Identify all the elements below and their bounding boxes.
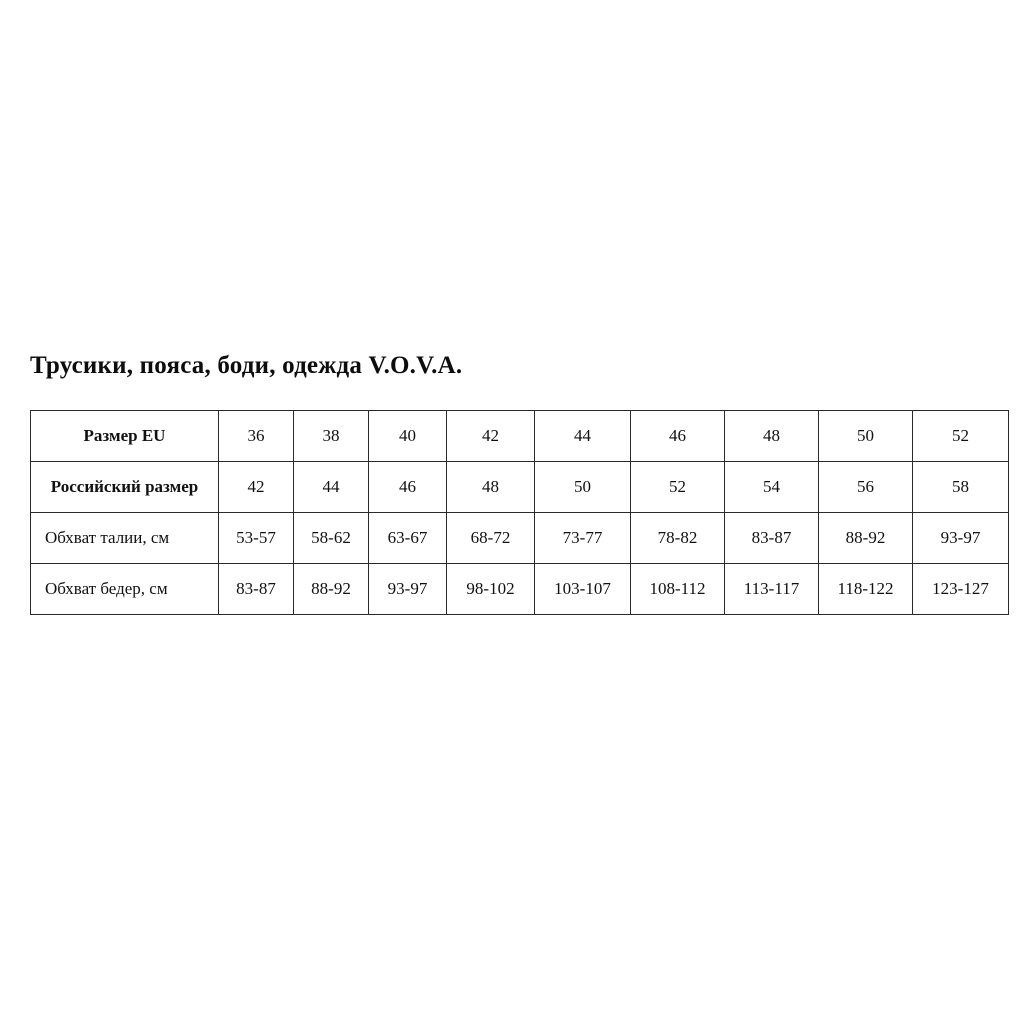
cell-ru-size-8: 58 [913,462,1009,513]
cell-ru-size-1: 44 [294,462,369,513]
cell-waist-7: 88-92 [819,513,913,564]
cell-waist-4: 73-77 [535,513,631,564]
cell-eu-size-3: 42 [447,411,535,462]
cell-waist-6: 83-87 [725,513,819,564]
table-row [31,564,1009,615]
cell-waist-0: 53-57 [219,513,294,564]
row-header-eu-size: Размер EU [31,411,219,462]
cell-hips-8: 123-127 [913,564,1009,615]
cell-ru-size-6: 54 [725,462,819,513]
cell-hips-1: 88-92 [294,564,369,615]
size-chart-container [30,410,988,615]
cell-eu-size-5: 46 [631,411,725,462]
cell-hips-0: 83-87 [219,564,294,615]
cell-ru-size-5: 52 [631,462,725,513]
page-title: Трусики, пояса, боди, одежда V.O.V.A. [30,352,463,379]
cell-ru-size-7: 56 [819,462,913,513]
row-header-waist: Обхват талии, см [31,513,219,564]
cell-ru-size-4: 50 [535,462,631,513]
table-row [31,462,1009,513]
cell-eu-size-8: 52 [913,411,1009,462]
cell-eu-size-6: 48 [725,411,819,462]
cell-hips-5: 108-112 [631,564,725,615]
cell-hips-7: 118-122 [819,564,913,615]
size-chart-table [30,410,1009,615]
cell-hips-4: 103-107 [535,564,631,615]
cell-ru-size-2: 46 [369,462,447,513]
cell-eu-size-1: 38 [294,411,369,462]
cell-eu-size-2: 40 [369,411,447,462]
row-header-ru-size: Российский размер [31,462,219,513]
table-row [31,513,1009,564]
cell-eu-size-0: 36 [219,411,294,462]
cell-ru-size-0: 42 [219,462,294,513]
cell-waist-5: 78-82 [631,513,725,564]
cell-waist-1: 58-62 [294,513,369,564]
row-header-hips: Обхват бедер, см [31,564,219,615]
cell-ru-size-3: 48 [447,462,535,513]
cell-waist-2: 63-67 [369,513,447,564]
cell-eu-size-7: 50 [819,411,913,462]
cell-eu-size-4: 44 [535,411,631,462]
cell-waist-8: 93-97 [913,513,1009,564]
cell-hips-2: 93-97 [369,564,447,615]
cell-hips-6: 113-117 [725,564,819,615]
table-row [31,411,1009,462]
cell-hips-3: 98-102 [447,564,535,615]
cell-waist-3: 68-72 [447,513,535,564]
